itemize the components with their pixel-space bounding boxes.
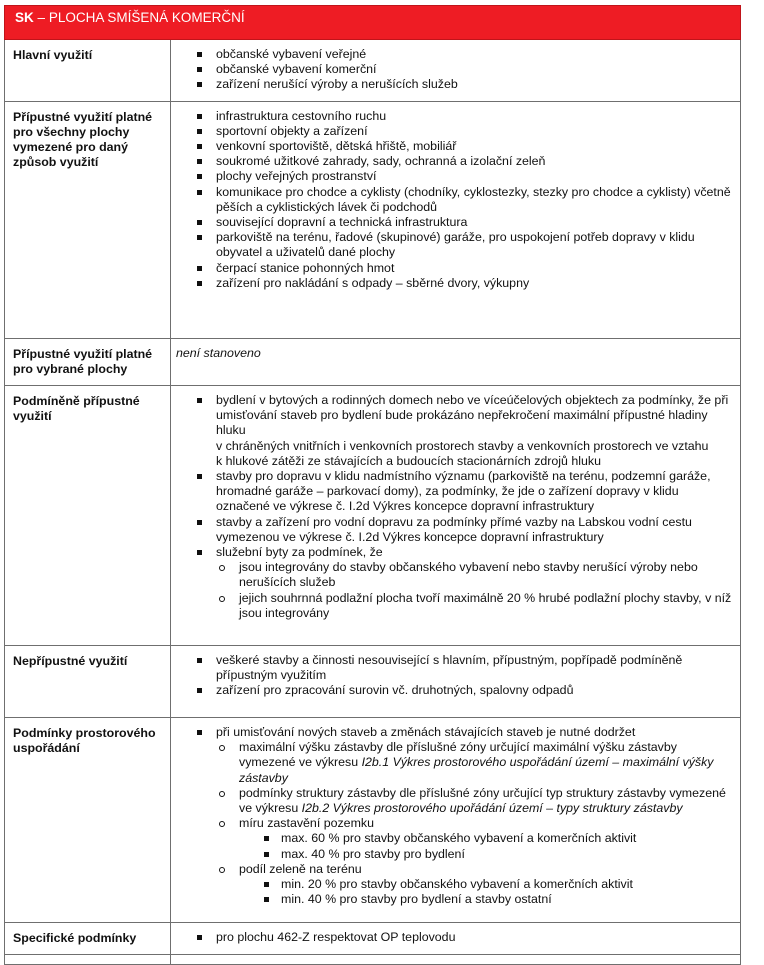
row-prostorove-usporadani xyxy=(5,718,741,923)
row-label: Přípustné využití platné pro všechny plochy vymezené pro daný způsob využití xyxy=(5,101,171,338)
zone-regulation-table xyxy=(4,5,741,965)
list-item: zařízení nerušící výroby a nerušících služeb xyxy=(195,77,734,92)
list-item: plochy veřejných prostranství xyxy=(195,169,734,184)
list-item: infrastruktura cestovního ruchu xyxy=(195,109,734,124)
sub-list-item xyxy=(216,740,734,786)
sub-list-item xyxy=(216,862,734,908)
row-content xyxy=(171,718,741,923)
sub-list-item xyxy=(216,816,734,862)
list-item: venkovní sportoviště, dětská hřiště, mobiliář xyxy=(195,139,734,154)
row-nepripustne-vyuziti xyxy=(5,646,741,718)
row-label: Přípustné využití platné pro vybrané plochy xyxy=(5,338,171,385)
sub-item-text: podíl zeleně na terénu xyxy=(239,861,362,876)
sub-list-item: jejich souhrnná podlažní plocha tvoří maximálně 20 % hrubé podlažní plochy stavby, v níž jsou integrovány xyxy=(216,591,734,621)
sub-list-item: jsou integrovány do stavby občanského vybavení nebo stavby nerušící výroby nebo nerušících služeb xyxy=(216,560,734,590)
bullet-list xyxy=(171,109,734,291)
list-item-line: bydlení v bytových a rodinných domech nebo ve víceúčelových objektech za podmínky, že při xyxy=(216,393,729,408)
row-label: Podmíněně přípustné využití xyxy=(5,386,171,646)
row-label: Hlavní využití xyxy=(5,40,171,102)
sub-list-item xyxy=(216,786,734,816)
row-label: Nepřípustné využití xyxy=(5,646,171,718)
list-item-line: umisťování staveb pro bydlení bude prokázáno nepřekročení maximální přípustné hladiny hluku xyxy=(216,408,708,438)
bullet-list xyxy=(171,930,734,945)
sub-item-text: míru zastavění pozemku xyxy=(239,816,374,831)
zone-title: PLOCHA SMÍŠENÁ KOMERČNÍ xyxy=(48,10,245,25)
row-podminene-pripustne xyxy=(5,386,741,646)
row-content xyxy=(171,40,741,102)
list-item: občanské vybavení veřejné xyxy=(195,47,734,62)
list-item: zařízení pro zpracování surovin vč. druhotných, spalovny odpadů xyxy=(195,683,734,698)
list-item-text: při umisťování nových staveb a změnách stávajících staveb je nutné dodržet xyxy=(216,725,636,740)
row-content xyxy=(171,101,741,338)
zone-code: SK xyxy=(15,10,34,25)
list-item: sportovní objekty a zařízení xyxy=(195,124,734,139)
sub-sub-list xyxy=(239,877,734,907)
drawing-reference: I2b.2 Výkres prostorového upořádání území – typy struktury zástavby xyxy=(301,801,683,816)
list-item: zařízení pro nakládání s odpady – sběrné dvory, výkupny xyxy=(195,276,734,291)
list-item xyxy=(195,545,734,621)
drawing-reference: I2b.1 Výkres prostorového uspořádání území – maximální výšky zástavby xyxy=(239,755,714,785)
list-item: občanské vybavení komerční xyxy=(195,62,734,77)
bullet-list xyxy=(171,47,734,93)
list-item: stavby pro dopravu v klidu nadmístního významu (parkoviště na terénu, podzemní garáže, hromadné garáže – parkovací domy), za podmínky, že jde o zařízení dopravy v klidu označené ve výkrese č. I.2d Výkres koncepce dopravní infrastruktury xyxy=(195,469,734,515)
list-item: parkoviště na terénu, řadové (skupinové) garáže, pro uspokojení potřeb dopravy v klidu obyvatel a uživatelů dané plochy xyxy=(195,230,734,260)
sub-list xyxy=(216,560,734,621)
table-header-row xyxy=(5,6,741,40)
sub-sub-list-item: min. 20 % pro stavby občanského vybavení a komerčních aktivit xyxy=(262,877,734,892)
list-item: čerpací stanice pohonných hmot xyxy=(195,261,734,276)
row-hlavni-vyuziti xyxy=(5,40,741,102)
zone-header xyxy=(5,6,741,40)
list-item xyxy=(195,393,734,469)
list-item: pro plochu 462-Z respektovat OP teplovodu xyxy=(195,930,734,945)
row-content xyxy=(171,386,741,646)
zone-header-separator: – xyxy=(37,10,46,25)
row-content xyxy=(171,338,741,385)
list-item: komunikace pro chodce a cyklisty (chodníky, cyklostezky, stezky pro chodce a cyklisty) včetně pěších a cyklistických lávek či podchodů xyxy=(195,185,734,215)
list-item-line: k hlukové zátěži ze stávajících a budoucích stacionárních zdrojů hluku xyxy=(216,453,602,468)
bullet-list xyxy=(171,653,734,699)
sub-sub-list-item: max. 60 % pro stavby občanského vybavení a komerčních aktivit xyxy=(262,831,734,846)
bullet-list xyxy=(171,393,734,621)
list-item xyxy=(195,725,734,907)
zone-regulation-table-container xyxy=(4,5,740,965)
sub-item-text: maximální výšku zástavby dle příslušné zóny určující maximální výšku zástavby vymezené ve výkresu xyxy=(239,740,677,770)
list-item: veškeré stavby a činnosti nesouvisející s hlavním, přípustným, popřípadě podmíněně přípustným využitím xyxy=(195,653,734,683)
row-label: Podmínky prostorového uspořádání xyxy=(5,718,171,923)
sub-list xyxy=(216,740,734,907)
sub-item-text: podmínky struktury zástavby dle příslušné zóny určující typ struktury zástavby vymezené ve výkresu xyxy=(239,785,726,816)
not-specified-text: není stanoveno xyxy=(176,345,261,360)
row-specificke-podminky xyxy=(5,923,741,955)
list-item: soukromé užitkové zahrady, sady, ochranná a izolační zeleň xyxy=(195,154,734,169)
row-content xyxy=(171,923,741,955)
list-item: stavby a zařízení pro vodní dopravu za podmínky přímé vazby na Labskou vodní cestu vymezenou ve výkrese č. I.2d Výkres koncepce dopravní infrastruktury xyxy=(195,515,734,545)
bullet-list xyxy=(171,725,734,907)
sub-sub-list xyxy=(239,831,734,861)
list-item: související dopravní a technická infrastruktura xyxy=(195,215,734,230)
sub-sub-list-item: max. 40 % pro stavby pro bydlení xyxy=(262,847,734,862)
list-item-line: v chráněných vnitřních i venkovních prostorech stavby a venkovních prostorech ve vztahu xyxy=(216,438,709,453)
list-item-text: služební byty za podmínek, že xyxy=(216,545,383,560)
sub-sub-list-item: min. 40 % pro stavby pro bydlení a stavby ostatní xyxy=(262,892,734,907)
row-content xyxy=(171,646,741,718)
row-pripustne-vyuziti xyxy=(5,101,741,338)
row-label: Specifické podmínky xyxy=(5,923,171,955)
row-pripustne-vybrane xyxy=(5,338,741,385)
